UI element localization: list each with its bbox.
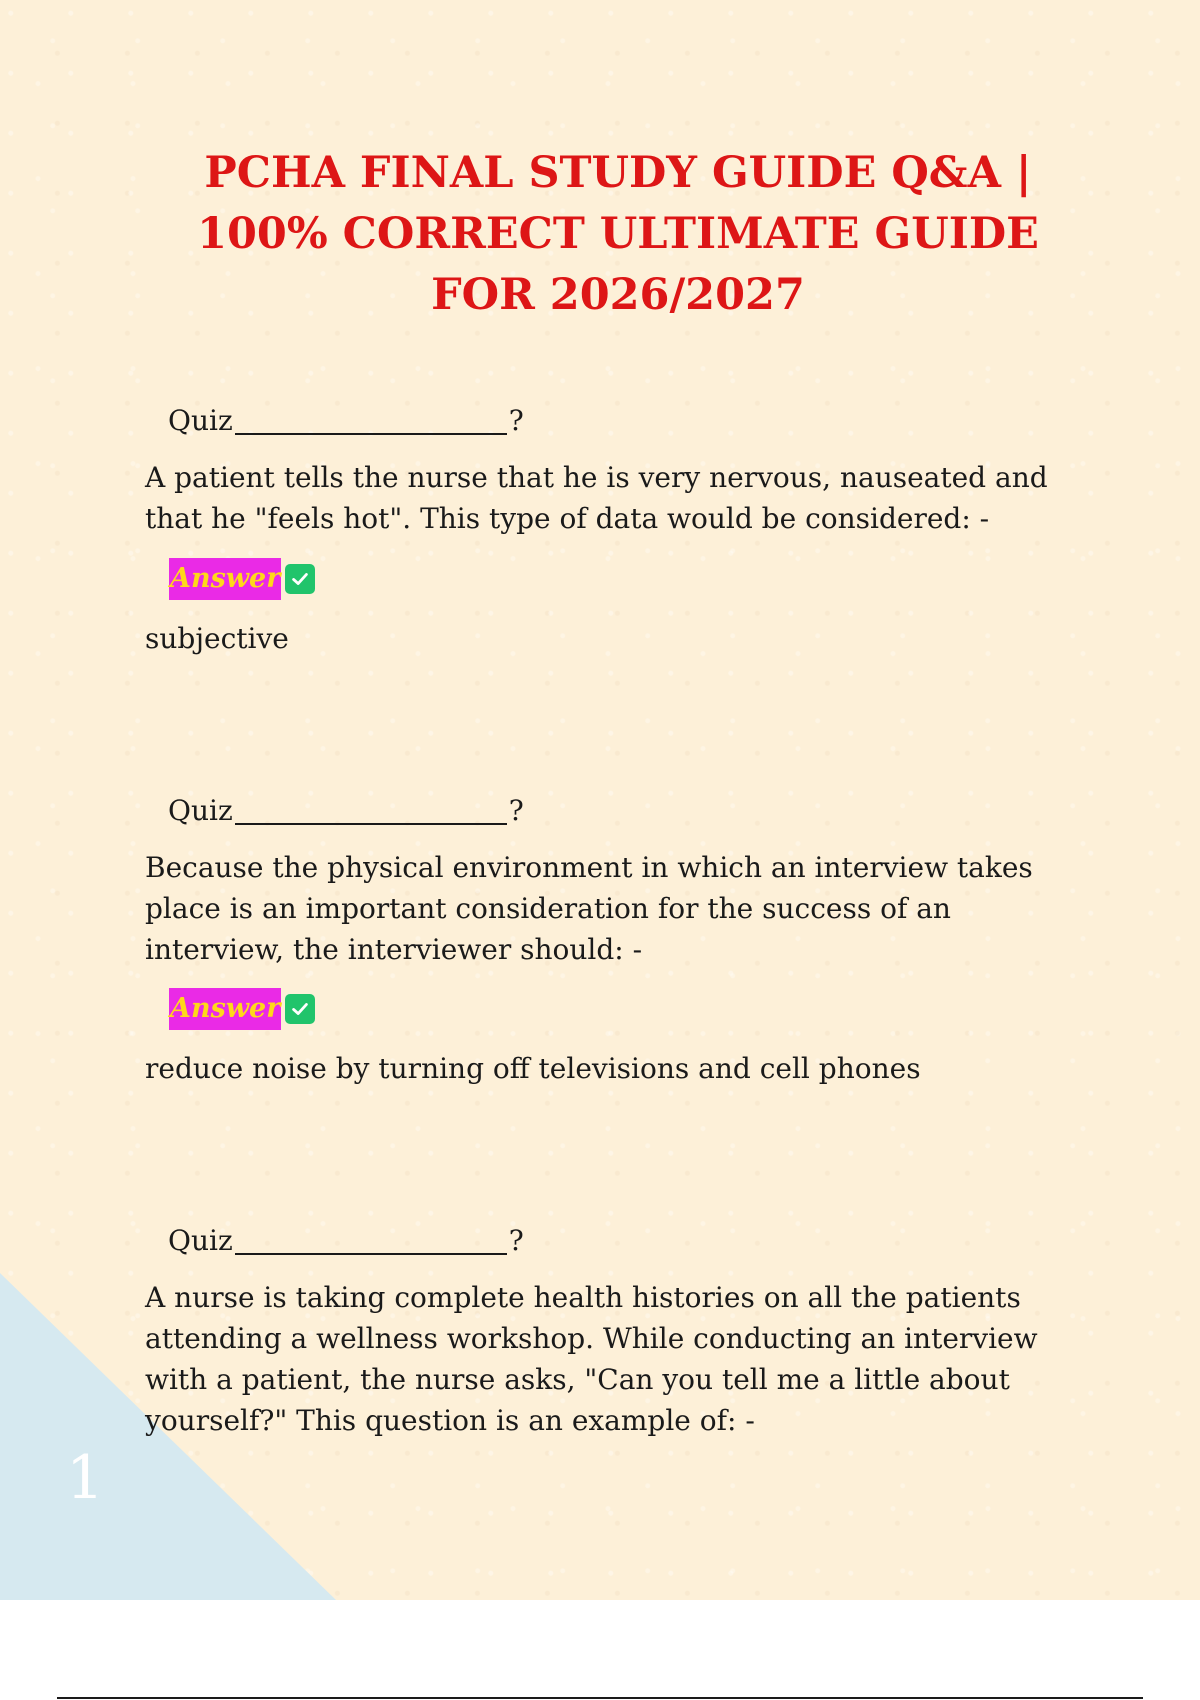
quiz-question-mark: ? [508, 404, 524, 437]
quiz-word: Quiz [168, 1224, 233, 1257]
quiz-blank-line [235, 1223, 507, 1255]
quiz-label [168, 401, 524, 441]
quiz-label [168, 1221, 524, 1261]
answer-badge [169, 558, 315, 600]
quiz-blank-line [235, 403, 507, 435]
quiz-word: Quiz [168, 794, 233, 827]
footer-divider [57, 1697, 1143, 1699]
question-text: A patient tells the nurse that he is very nervous, nauseated and that he "feels hot". This type of data would be considered: - [145, 461, 1048, 535]
answer-badge [169, 988, 315, 1030]
answer-text: reduce noise by turning off televisions and cell phones [145, 1052, 921, 1085]
answer-text: subjective [145, 622, 289, 655]
check-square-icon [285, 564, 315, 594]
question-text: Because the physical environment in which an interview takes place is an important consideration for the success of an interview, the interviewer should: - [145, 851, 1033, 966]
quiz-blank-line [235, 793, 507, 825]
page-number: 1 [66, 1443, 105, 1513]
quiz-question-mark: ? [508, 794, 524, 827]
answer-label: Answer [169, 558, 281, 600]
document-title: PCHA FINAL STUDY GUIDE Q&A | 100% CORRECT ULTIMATE GUIDE FOR 2026/2027 [197, 148, 1039, 320]
quiz-word: Quiz [168, 404, 233, 437]
quiz-question-mark: ? [508, 1224, 524, 1257]
check-square-icon [285, 994, 315, 1024]
question-text: A nurse is taking complete health histories on all the patients attending a wellness workshop. While conducting an interview with a patient, the nurse asks, "Can you tell me a little about yourself?" This question is an example of: - [145, 1281, 1038, 1437]
quiz-label [168, 791, 524, 831]
answer-label: Answer [169, 988, 281, 1030]
